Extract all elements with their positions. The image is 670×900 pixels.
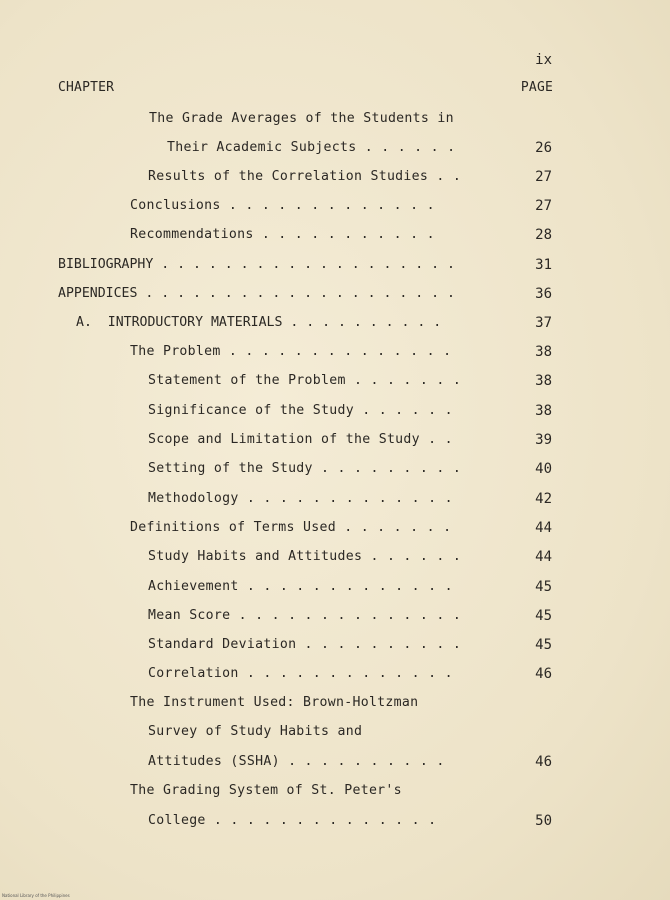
toc-entry-page: 28 [535, 227, 552, 243]
toc-entry-text: Methodology . . . . . . . . . . . . . [148, 491, 453, 506]
toc-entry-page: 46 [535, 666, 552, 682]
toc-entry-text: Significance of the Study . . . . . . [148, 403, 453, 418]
toc-entry-page: 38 [535, 344, 552, 360]
toc-entry-text: College . . . . . . . . . . . . . . [148, 813, 437, 828]
toc-entry-text: Mean Score . . . . . . . . . . . . . . [148, 608, 462, 623]
toc-entry-text: A. INTRODUCTORY MATERIALS . . . . . . . . . . [76, 315, 442, 330]
toc-entry-page: 31 [535, 257, 552, 273]
toc-entry-text: Results of the Correlation Studies . . [148, 169, 462, 184]
toc-entry-page: 36 [535, 286, 552, 302]
toc-entry-text: Recommendations . . . . . . . . . . . [130, 227, 435, 242]
toc-entry-page: 27 [535, 169, 552, 185]
toc-entry-page: 45 [535, 608, 552, 624]
toc-entry-page: 27 [535, 198, 552, 214]
toc-entry-text: The Grade Averages of the Students in [149, 111, 454, 126]
toc-entry-text: Survey of Study Habits and [148, 724, 363, 739]
page-number: ix [535, 52, 552, 68]
toc-entry-page: 26 [535, 140, 552, 156]
toc-entry-text: Study Habits and Attitudes . . . . . . [148, 549, 462, 564]
toc-entry-text: BIBLIOGRAPHY . . . . . . . . . . . . . . . . . . . [58, 257, 455, 272]
scan-footer: National Library of the Philippines [2, 893, 70, 898]
toc-entry-page: 38 [535, 373, 552, 389]
toc-entry-page: 39 [535, 432, 552, 448]
toc-entry-page: 38 [535, 403, 552, 419]
toc-entry-text: Definitions of Terms Used . . . . . . . [130, 520, 452, 535]
toc-entry-text: APPENDICES . . . . . . . . . . . . . . . . . . . . [58, 286, 455, 301]
toc-entry-page: 40 [535, 461, 552, 477]
toc-entry-text: Attitudes (SSHA) . . . . . . . . . . [148, 754, 445, 769]
toc-entry-text: Correlation . . . . . . . . . . . . . [148, 666, 453, 681]
toc-entry-text: The Grading System of St. Peter's [130, 783, 402, 798]
toc-entry-text: Their Academic Subjects . . . . . . [167, 140, 456, 155]
toc-entry-page: 50 [535, 813, 552, 829]
toc-entry-text: Standard Deviation . . . . . . . . . . [148, 637, 462, 652]
toc-entry-text: Setting of the Study . . . . . . . . . [148, 461, 462, 476]
toc-entry-page: 44 [535, 549, 552, 565]
page-column-header: PAGE [520, 80, 553, 95]
chapter-column-header: CHAPTER [58, 80, 115, 95]
toc-entry-text: The Problem . . . . . . . . . . . . . . [130, 344, 452, 359]
toc-entry-page: 42 [535, 491, 552, 507]
toc-entry-page: 45 [535, 579, 552, 595]
toc-entry-text: Achievement . . . . . . . . . . . . . [148, 579, 453, 594]
toc-entry-text: Scope and Limitation of the Study . . [148, 432, 453, 447]
toc-entry-page: 46 [535, 754, 552, 770]
toc-entry-page: 37 [535, 315, 552, 331]
toc-entry-page: 44 [535, 520, 552, 536]
toc-entry-page: 45 [535, 637, 552, 653]
toc-entry-text: Statement of the Problem . . . . . . . [148, 373, 462, 388]
toc-entry-text: The Instrument Used: Brown-Holtzman [130, 695, 419, 710]
toc-entry-text: Conclusions . . . . . . . . . . . . . [130, 198, 435, 213]
